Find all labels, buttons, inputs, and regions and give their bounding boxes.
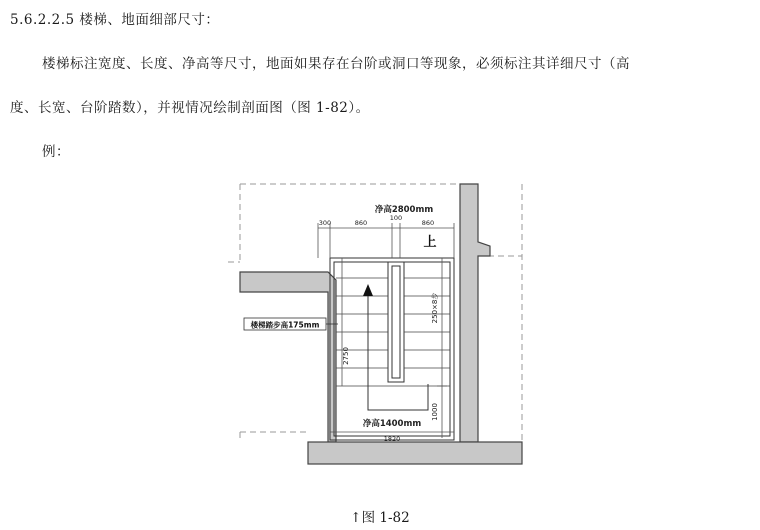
up-label: 上 [423, 235, 437, 250]
bottom-slab [308, 442, 522, 464]
dim-top-300: 300 [318, 219, 332, 227]
paragraph-line-2: 度、长宽、台阶踏数），并视情况绘制剖面图（图 1-82）。 [10, 100, 370, 116]
step-height-label: 楼梯踏步高175mm [250, 320, 320, 330]
dim-top-100: 100 [389, 214, 403, 222]
left-wall [240, 272, 336, 442]
top-clear-height-text: 净高2800mm [374, 205, 434, 215]
right-wall [460, 184, 490, 442]
dim-top-860b: 860 [421, 219, 435, 227]
paragraph-line-1: 楼梯标注宽度、长度、净高等尺寸，地面如果存在台阶或洞口等现象，必须标注其详细尺寸（高 [42, 56, 630, 72]
dim-left-2750: 2750 [342, 347, 350, 365]
figure-caption: ↑图 1-82 [350, 510, 410, 526]
bottom-clear-height-text: 净高1400mm [362, 419, 422, 429]
stair-drawing-figure [228, 180, 538, 474]
dim-right-steps: 250×8步 [431, 292, 439, 324]
dim-top-860a: 860 [354, 219, 368, 227]
dim-right-1000: 1000 [431, 403, 439, 421]
center-handrail [388, 262, 404, 382]
direction-arrow [363, 284, 428, 410]
example-label: 例： [42, 144, 70, 160]
stair-plan-drawing [228, 180, 538, 470]
section-heading: 5.6.2.2.5 楼梯、地面细部尺寸： [10, 12, 220, 28]
dim-bottom-1820: 1820 [383, 435, 401, 443]
